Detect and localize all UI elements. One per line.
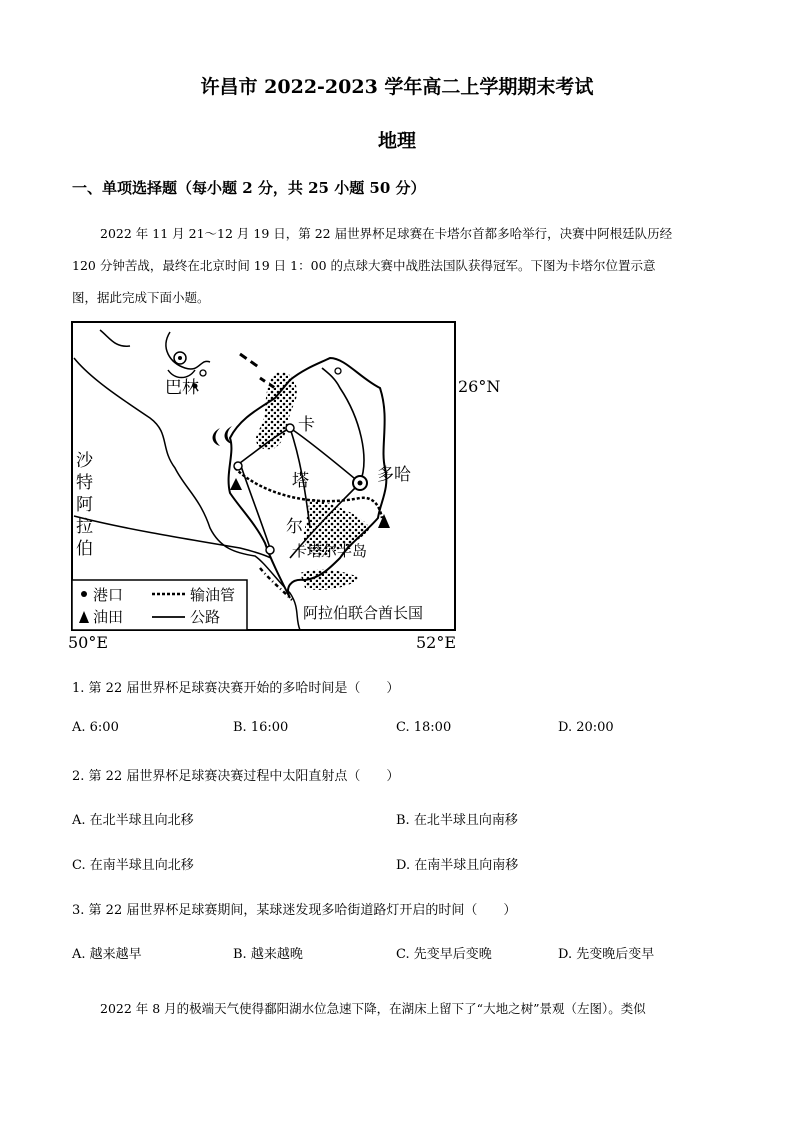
question-1-stem: 1. 第 22 届世界杯足球赛决赛开始的多哈时间是（ ）	[72, 681, 400, 696]
next-question-intro: 2022 年 8 月的极端天气使得鄱阳湖水位急速下降，在湖床上留下了“大地之树”景观（左图）。类似	[100, 1001, 646, 1016]
bahrain-label: 巴林	[165, 378, 199, 398]
q1-option-a: A. 6:00	[72, 720, 119, 735]
page-title: 许昌市 2022-2023 学年高二上学期期末考试	[200, 76, 594, 98]
q2-option-b: B. 在北半球且向南移	[396, 813, 518, 828]
doha-label: 多哈	[377, 465, 411, 485]
qatar-label-1: 卡	[298, 415, 315, 435]
intro-line-3: 图，据此完成下面小题。	[72, 290, 210, 305]
question-3-stem: 3. 第 22 届世界杯足球赛期间，某球迷发现多哈街道路灯开启的时间（ ）	[72, 903, 517, 918]
q3-option-d: D. 先变晚后变早	[558, 947, 655, 962]
longitude-left-label: 50°E	[68, 633, 109, 652]
q2-option-c: C. 在南半球且向北移	[72, 858, 194, 873]
qatar-label-3: 尔	[286, 517, 303, 537]
legend-oilfield: 油田	[93, 608, 124, 626]
port-marker	[266, 546, 274, 554]
subject-heading: 地理	[377, 130, 416, 152]
port-marker	[234, 462, 242, 470]
qatar-label-2: 塔	[292, 471, 309, 491]
q3-option-c: C. 先变早后变晚	[396, 947, 492, 962]
legend-port-icon	[81, 591, 87, 597]
question-2-stem: 2. 第 22 届世界杯足球赛决赛过程中太阳直射点（ ）	[72, 769, 400, 784]
q2-option-a: A. 在北半球且向北移	[72, 813, 194, 828]
intro-line-1: 2022 年 11 月 21～12 月 19 日，第 22 届世界杯足球赛在卡塔尔首都多哈举行，决赛中阿根廷队历经	[100, 226, 673, 241]
section-heading: 一、单项选择题（每小题 2 分，共 25 小题 50 分）	[72, 179, 426, 197]
saudi-label-2: 特	[76, 473, 93, 493]
legend-road: 公路	[190, 608, 221, 626]
question-intro	[72, 218, 722, 314]
qatar-location-map	[60, 318, 501, 658]
q1-option-d: D. 20:00	[558, 720, 614, 735]
saudi-label-4: 拉	[76, 517, 93, 537]
q2-option-d: D. 在南半球且向南移	[396, 858, 519, 873]
peninsula-label: 卡塔尔半岛	[292, 542, 368, 560]
longitude-right-label: 52°E	[416, 633, 457, 652]
saudi-label-5: 伯	[76, 539, 93, 559]
q1-option-c: C. 18:00	[396, 720, 452, 735]
saudi-label-3: 阿	[76, 495, 93, 515]
latitude-label: 26°N	[458, 377, 501, 396]
q3-option-a: A. 越来越早	[72, 947, 142, 962]
port-marker	[335, 368, 341, 374]
intro-line-2: 120 分钟苦战，最终在北京时间 19 日 1：00 的点球大赛中战胜法国队获得冠军。下图为卡塔尔位置示意	[72, 258, 656, 273]
q3-option-b: B. 越来越晚	[233, 947, 303, 962]
port-marker	[286, 424, 294, 432]
legend-pipeline: 输油管	[190, 586, 236, 604]
legend-port: 港口	[93, 586, 124, 604]
q1-option-b: B. 16:00	[233, 720, 289, 735]
saudi-label-1: 沙	[76, 451, 93, 471]
uae-label: 阿拉伯联合酋长国	[303, 604, 424, 622]
